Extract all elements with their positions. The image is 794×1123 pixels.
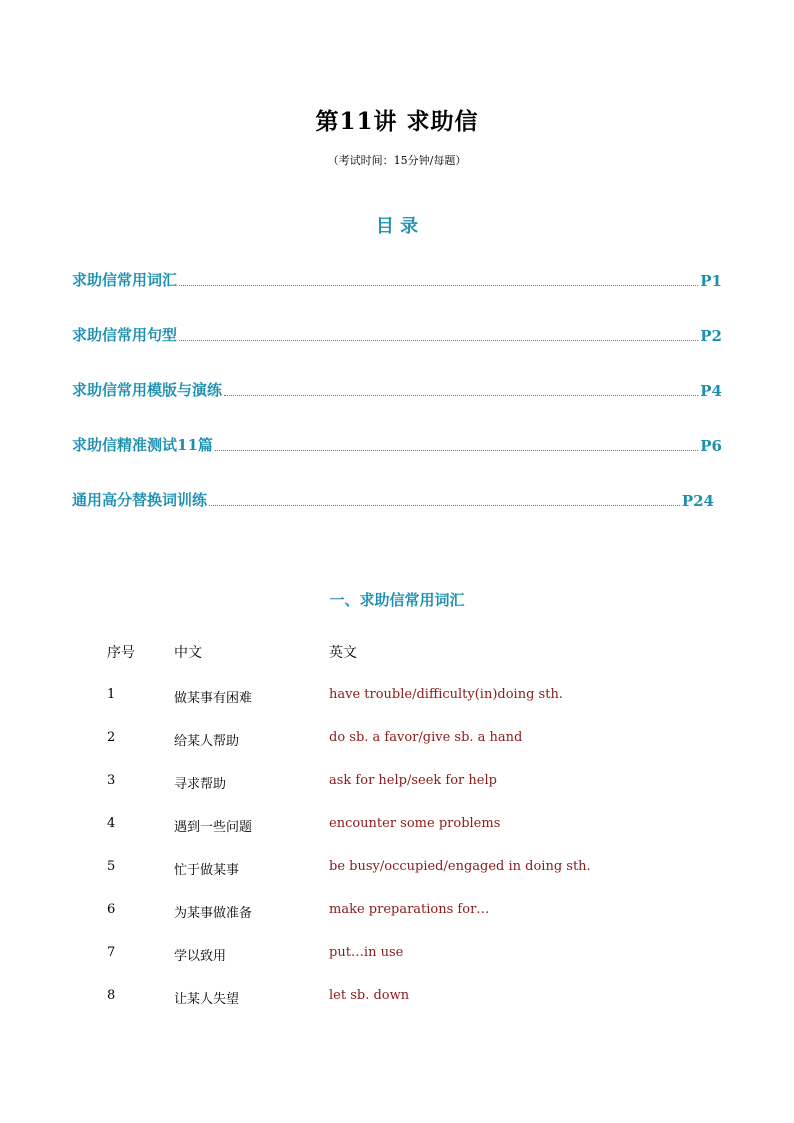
table-row	[0, 687, 794, 707]
toc-entry-page: P6	[700, 437, 722, 455]
toc-dot-leader	[209, 504, 680, 506]
table-row	[0, 773, 794, 793]
row-chinese: 为某事做准备	[174, 906, 253, 921]
row-number: 1	[107, 687, 116, 702]
row-chinese: 给某人帮助	[174, 734, 240, 749]
table-row	[0, 859, 794, 879]
toc-entry-label: 求助信常用词汇	[72, 271, 178, 289]
row-number: 7	[107, 945, 116, 960]
row-chinese: 让某人失望	[174, 992, 240, 1007]
toc-entry-label: 通用高分替换词训练	[72, 491, 208, 509]
toc-dot-leader	[179, 284, 698, 286]
row-number: 4	[107, 816, 116, 831]
row-english: encounter some problems	[329, 816, 501, 831]
row-english: ask for help/seek for help	[329, 773, 497, 788]
toc-entry-page: P4	[700, 382, 722, 400]
row-chinese: 做某事有困难	[174, 691, 253, 706]
exam-time-note: （考试时间：15分钟/每题）	[327, 154, 467, 167]
column-header-chinese: 中文	[174, 645, 202, 661]
row-number: 8	[107, 988, 116, 1003]
toc-entry-vocabulary[interactable]	[72, 268, 722, 290]
section-heading: 一、求助信常用词汇	[329, 591, 465, 609]
row-chinese: 遇到一些问题	[174, 820, 253, 835]
toc-entry-templates[interactable]	[72, 378, 722, 400]
toc-entry-label: 求助信常用模版与演练	[72, 381, 223, 399]
row-number: 5	[107, 859, 116, 874]
row-chinese: 学以致用	[174, 949, 227, 964]
table-row	[0, 988, 794, 1008]
row-english: let sb. down	[329, 988, 410, 1003]
toc-heading: 目 录	[375, 216, 419, 237]
row-number: 3	[107, 773, 116, 788]
row-chinese: 寻求帮助	[174, 777, 227, 792]
table-row	[0, 730, 794, 750]
row-english: have trouble/difficulty(in)doing sth.	[329, 687, 563, 702]
table-row	[0, 945, 794, 965]
toc-entry-page: P2	[700, 327, 722, 345]
column-header-english: 英文	[329, 645, 357, 661]
toc-dot-leader	[179, 339, 698, 341]
row-chinese: 忙于做某事	[174, 863, 240, 878]
column-header-number: 序号	[107, 645, 135, 661]
row-english: make preparations for…	[329, 902, 490, 917]
toc-entry-sentences[interactable]	[72, 323, 722, 345]
toc-dot-leader	[224, 394, 698, 396]
table-row	[0, 902, 794, 922]
toc-entry-tests[interactable]	[72, 433, 722, 455]
table-row	[0, 816, 794, 836]
toc-entry-replacement-words[interactable]	[72, 488, 714, 510]
row-english: do sb. a favor/give sb. a hand	[329, 730, 523, 745]
toc-dot-leader	[215, 449, 698, 451]
row-english: be busy/occupied/engaged in doing sth.	[329, 859, 591, 874]
row-number: 6	[107, 902, 116, 917]
row-english: put…in use	[329, 945, 404, 960]
row-number: 2	[107, 730, 116, 745]
table-header-row	[0, 642, 794, 662]
toc-entry-page: P1	[700, 272, 722, 290]
toc-entry-page: P24	[681, 492, 714, 510]
toc-entry-label: 求助信精准测试11篇	[72, 436, 213, 454]
toc-entry-label: 求助信常用句型	[72, 326, 178, 344]
page-title: 第11讲 求助信	[315, 108, 479, 135]
